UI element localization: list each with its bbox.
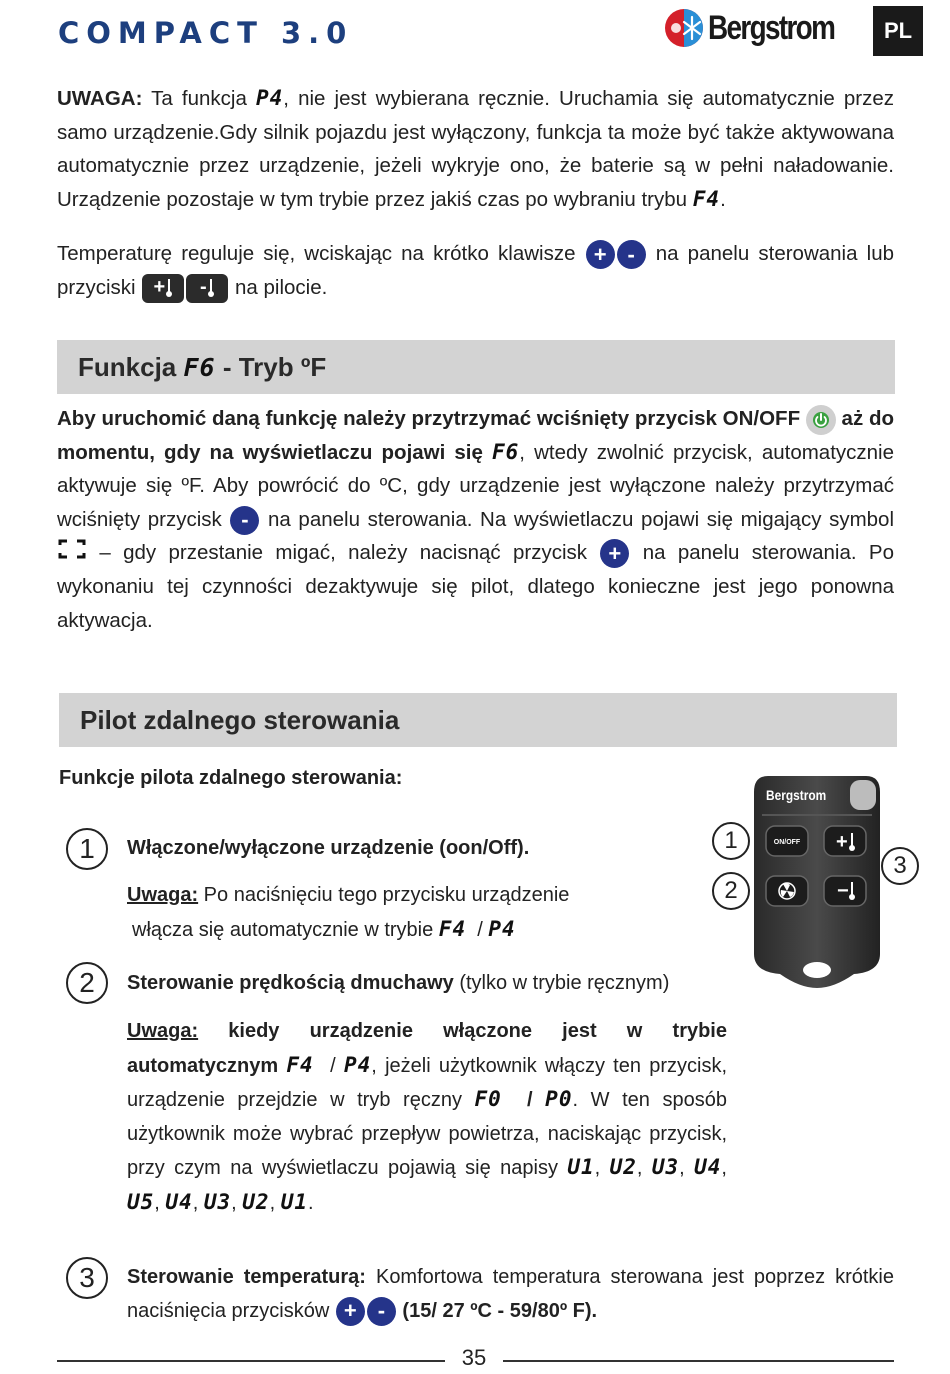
language-badge: PL bbox=[873, 6, 923, 56]
bergstrom-logo bbox=[664, 8, 862, 48]
lcd-f4: F4 bbox=[286, 1052, 314, 1077]
lcd-p4: P4 bbox=[255, 86, 284, 110]
minus-button-icon: - bbox=[230, 506, 259, 535]
section-title: Funkcja F6 - Tryb ºF bbox=[78, 351, 327, 382]
minus-button-icon: - bbox=[367, 1297, 396, 1326]
remote-logo: Bergstrom bbox=[766, 787, 827, 803]
lcd-p0: P0 bbox=[545, 1087, 573, 1111]
text: , nie jest wybierana ręcznie. Uruchamia się automatycznie przez samo urządzenie.Gdy silnik pojazdu jest wyłączony, funkcja ta może być także aktywowana automatycznie przez urządzenie, jeżeli wykryje ono, że baterie są w pełni naładowanie. Urządzenie pozostaje w tym trybie przez jakiś czas po wybraniu trybu bbox=[57, 87, 894, 211]
bold-text: Aby uruchomić daną funkcję należy przytrzymać wciśnięty przycisk ON/OFF bbox=[57, 407, 806, 430]
text: Ta funkcja bbox=[142, 87, 256, 110]
lcd-blinking-symbol-icon bbox=[57, 537, 87, 571]
section-title: Pilot zdalnego sterowania bbox=[80, 704, 400, 735]
remote-onoff-label: ON/OFF bbox=[773, 839, 801, 846]
item-2-note: Uwaga: kiedy urządzenie włączone jest w trybie automatycznym F4 / P4, jeżeli użytkownik włączy ten przycisk, urządzenie przejdzie w tryb ręczny F0 / P0. W ten sposób użytkownik może wybrać przepływ powietrza, naciskając przycisk, przy czym na wyświetlaczu pojawią się napisy U1, U2, U3, U4, U5, U4, U3, U2, U1. bbox=[127, 1020, 727, 1214]
remote-plus-thermometer-icon: + bbox=[142, 274, 184, 303]
text: na pilocie. bbox=[229, 275, 328, 299]
text: na panelu sterowania. Na wyświetlaczu pojawi się migający symbol bbox=[260, 507, 894, 531]
snowflake-sun-icon bbox=[664, 8, 704, 48]
lcd-f4: F4 bbox=[692, 186, 721, 211]
lcd-f4: F4 bbox=[438, 916, 467, 941]
item-number-3: 3 bbox=[66, 1257, 108, 1299]
item-1-note: Uwaga: Po naciśnięciu tego przycisku urządzenie włącza się automatycznie w trybie F4 / P4 bbox=[127, 884, 570, 941]
brand-title: COMPACT 3.0 bbox=[58, 16, 354, 50]
lcd-f6: F6 bbox=[492, 439, 520, 464]
f6-paragraph bbox=[57, 402, 894, 637]
remote-minus-thermometer-icon: - bbox=[186, 274, 228, 303]
page-number: 35 bbox=[461, 1345, 487, 1370]
minus-button-icon: - bbox=[617, 240, 646, 269]
plus-button-icon: + bbox=[600, 539, 629, 568]
text: na panelu sterowania lub przyciski bbox=[57, 242, 894, 299]
section-remote-header bbox=[59, 693, 897, 747]
svg-text:−: − bbox=[837, 880, 849, 902]
remote-callout-2: 2 bbox=[712, 872, 750, 910]
remote-control-illustration bbox=[754, 776, 880, 993]
footer-rule-left bbox=[57, 1360, 445, 1362]
note-label: UWAGA: bbox=[57, 87, 143, 110]
lcd-f0: F0 bbox=[474, 1087, 502, 1111]
item-number-1: 1 bbox=[66, 828, 108, 870]
section-f6-header bbox=[57, 340, 895, 394]
intro-paragraph bbox=[57, 82, 894, 216]
lcd-p4: P4 bbox=[488, 916, 516, 941]
plus-button-icon: + bbox=[586, 240, 615, 269]
svg-text:+: + bbox=[836, 831, 848, 853]
remote-callout-1: 1 bbox=[712, 822, 750, 860]
bold-text: aż do momentu, gdy na wyświetlaczu pojawi się bbox=[57, 407, 894, 464]
text: , wtedy zwolnić przycisk, automatycznie aktywuje się ºF. Aby powrócić do ºC, gdy urządzenie jest wyłączone należy przytrzymać wciśnięty przycisk bbox=[57, 440, 895, 531]
lcd-f6: F6 bbox=[183, 352, 216, 382]
temperature-paragraph bbox=[57, 237, 894, 304]
item-2-title: Sterowanie prędkością dmuchawy (tylko w trybie ręcznym) bbox=[127, 972, 670, 994]
logo-text: Bergstrom bbox=[708, 8, 835, 47]
text: Temperaturę reguluje się, wciskając na krótko klawisze bbox=[57, 242, 585, 265]
text: – gdy przestanie migać, należy nacisnąć przycisk bbox=[87, 541, 600, 564]
item-3-text: Sterowanie temperaturą: Komfortowa temperatura sterowana jest poprzez krótkie naciśnięcia przycisków + - (15/ 27 ºC - 59/80º F). bbox=[127, 1261, 894, 1328]
item-1-title: Włączone/wyłączone urządzenie (oon/Off). bbox=[127, 837, 530, 859]
text: na panelu sterowania. Po wykonaniu tej czynności dezaktywuje się pilot, dlatego konieczne jest jego ponowna aktywacja. bbox=[57, 541, 894, 632]
lcd-p4: P4 bbox=[343, 1052, 372, 1077]
remote-callout-3: 3 bbox=[881, 847, 919, 885]
power-button-icon bbox=[806, 405, 836, 435]
item-number-2: 2 bbox=[66, 962, 108, 1004]
plus-button-icon: + bbox=[336, 1297, 365, 1326]
remote-subtitle: Funkcje pilota zdalnego sterowania: bbox=[59, 767, 403, 789]
footer-rule-right bbox=[503, 1360, 894, 1362]
text: . bbox=[720, 187, 726, 211]
